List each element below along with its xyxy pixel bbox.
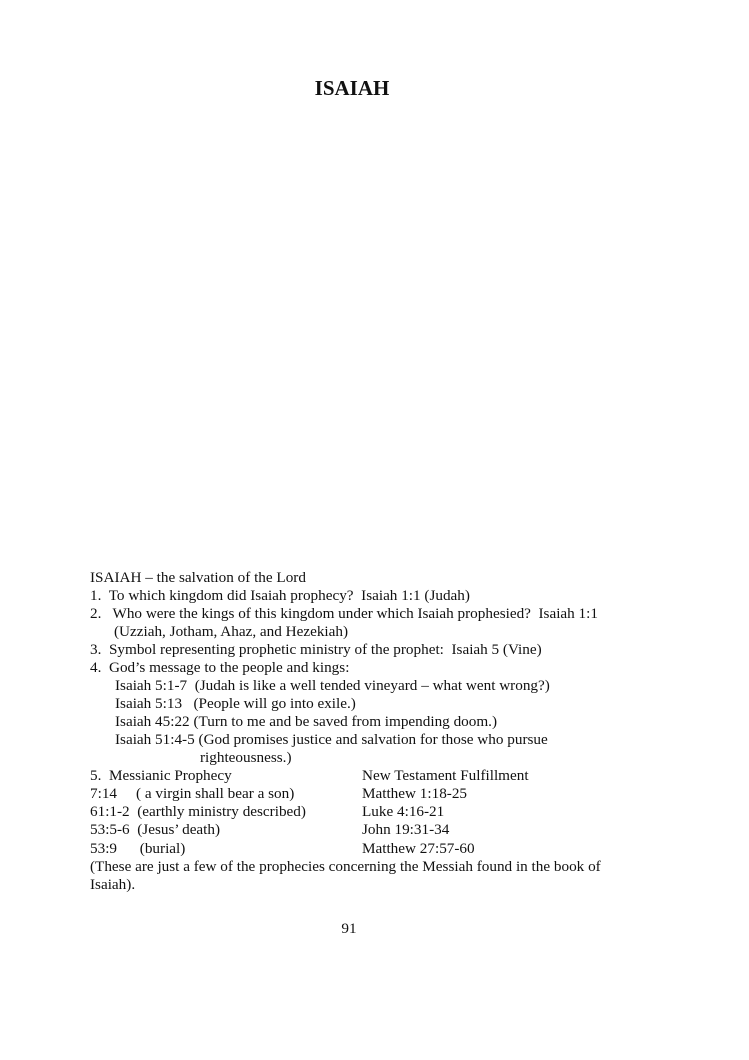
fulfillment-ref: Matthew 27:57-60 <box>362 840 475 857</box>
closing-note: (These are just a few of the prophecies concerning the Messiah found in the book of <box>90 858 601 875</box>
prophecy-ref: 61:1-2 (earthly ministry described) <box>90 803 306 820</box>
fulfillment-ref: John 19:31-34 <box>362 821 450 838</box>
page-title: ISAIAH <box>314 76 390 100</box>
question-4: 4. God’s message to the people and kings: <box>90 659 350 676</box>
question-2-answer: (Uzziah, Jotham, Ahaz, and Hezekiah) <box>114 623 349 640</box>
intro-line: ISAIAH – the salvation of the Lord <box>90 569 306 586</box>
page-number: 91 <box>341 920 357 937</box>
message-item: Isaiah 5:13 (People will go into exile.) <box>115 695 356 712</box>
fulfillment-ref: Luke 4:16-21 <box>362 803 445 820</box>
question-1: 1. To which kingdom did Isaiah prophecy? Isaiah 1:1 (Judah) <box>90 587 470 604</box>
prophecy-ref: 7:14 ( a virgin shall bear a son) <box>90 785 295 802</box>
fulfillment-ref: Matthew 1:18-25 <box>362 785 468 802</box>
prophecy-ref: 53:5-6 (Jesus’ death) <box>90 821 221 838</box>
table-header-left: 5. Messianic Prophecy <box>90 767 232 784</box>
table-header-right: New Testament Fulfillment <box>362 767 529 784</box>
question-3: 3. Symbol representing prophetic ministry of the prophet: Isaiah 5 (Vine) <box>90 641 542 658</box>
message-continuation: righteousness.) <box>200 749 292 766</box>
message-item: Isaiah 51:4-5 (God promises justice and salvation for those who pursue <box>115 731 548 748</box>
message-item: Isaiah 5:1-7 (Judah is like a well tended vineyard – what went wrong?) <box>115 677 550 694</box>
prophecy-ref: 53:9 (burial) <box>90 840 186 857</box>
message-item: Isaiah 45:22 (Turn to me and be saved from impending doom.) <box>115 713 498 730</box>
question-2: 2. Who were the kings of this kingdom under which Isaiah prophesied? Isaiah 1:1 <box>90 605 598 622</box>
closing-note-cont: Isaiah). <box>90 876 136 893</box>
